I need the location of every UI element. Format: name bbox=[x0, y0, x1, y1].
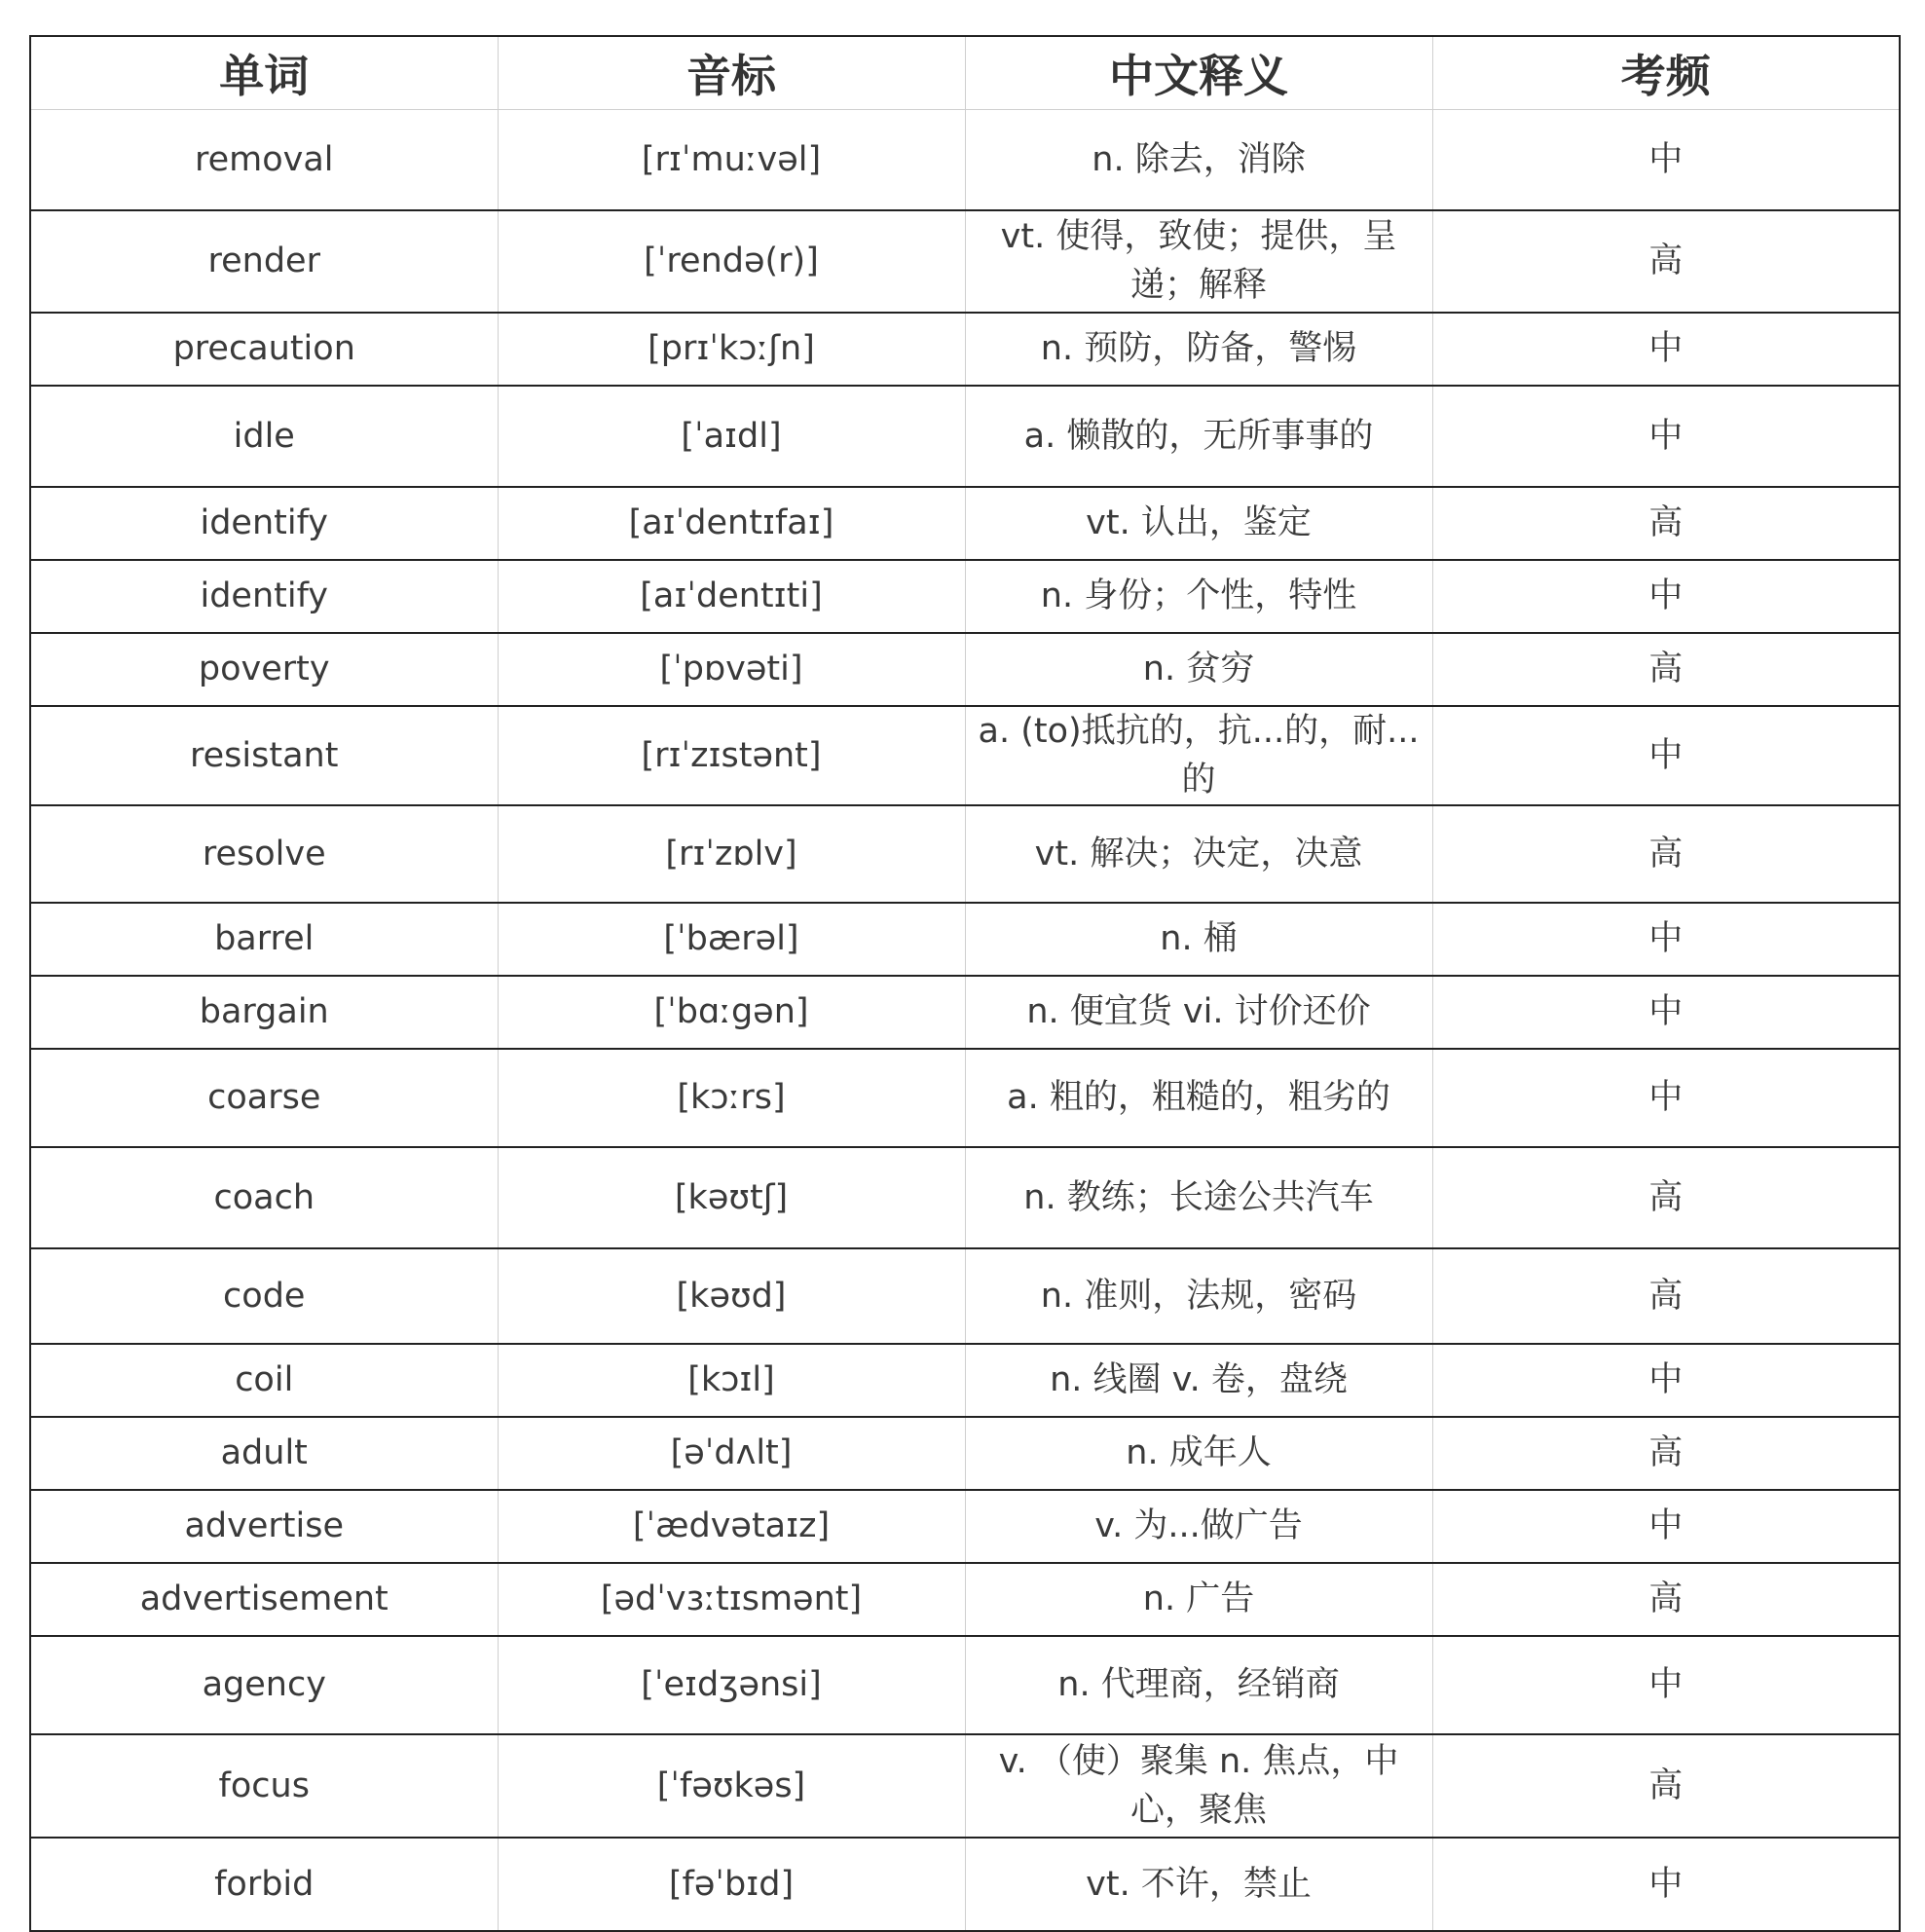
phonetic-cell: [kəʊd] bbox=[498, 1248, 965, 1344]
header-phonetic: 音标 bbox=[498, 36, 965, 110]
frequency-cell: 中 bbox=[1432, 1344, 1900, 1417]
table-row bbox=[30, 560, 1900, 633]
table-row bbox=[30, 633, 1900, 706]
frequency-cell: 高 bbox=[1432, 1734, 1900, 1838]
table-row bbox=[30, 1344, 1900, 1417]
word-cell: removal bbox=[30, 110, 498, 210]
table-row bbox=[30, 1147, 1900, 1248]
phonetic-cell: [ˈrendə(r)] bbox=[498, 210, 965, 313]
frequency-cell: 中 bbox=[1432, 903, 1900, 976]
word-cell: resolve bbox=[30, 805, 498, 903]
frequency-cell: 中 bbox=[1432, 1049, 1900, 1147]
table-row bbox=[30, 1248, 1900, 1344]
phonetic-cell: [ˈbɑːgən] bbox=[498, 976, 965, 1049]
phonetic-cell: [kɔːrs] bbox=[498, 1049, 965, 1147]
meaning-cell: a. (to)抵抗的，抗...的，耐...的 bbox=[965, 706, 1432, 805]
frequency-cell: 高 bbox=[1432, 1417, 1900, 1490]
word-cell: advertisement bbox=[30, 1563, 498, 1636]
word-cell: coach bbox=[30, 1147, 498, 1248]
frequency-cell: 高 bbox=[1432, 1563, 1900, 1636]
meaning-cell: vt. 使得，致使；提供，呈递；解释 bbox=[965, 210, 1432, 313]
word-cell: focus bbox=[30, 1734, 498, 1838]
phonetic-cell: [prɪˈkɔːʃn] bbox=[498, 313, 965, 386]
meaning-cell: vt. 不许，禁止 bbox=[965, 1838, 1432, 1931]
phonetic-cell: [ədˈvɜːtɪsmənt] bbox=[498, 1563, 965, 1636]
meaning-cell: n. 教练；长途公共汽车 bbox=[965, 1147, 1432, 1248]
table-row bbox=[30, 210, 1900, 313]
meaning-cell: n. 线圈 v. 卷，盘绕 bbox=[965, 1344, 1432, 1417]
meaning-cell: n. 便宜货 vi. 讨价还价 bbox=[965, 976, 1432, 1049]
frequency-cell: 高 bbox=[1432, 805, 1900, 903]
phonetic-cell: [əˈdʌlt] bbox=[498, 1417, 965, 1490]
frequency-cell: 中 bbox=[1432, 110, 1900, 210]
meaning-cell: v. 为...做广告 bbox=[965, 1490, 1432, 1563]
vocabulary-table bbox=[29, 35, 1901, 1932]
meaning-cell: n. 贫穷 bbox=[965, 633, 1432, 706]
phonetic-cell: [rɪˈzɒlv] bbox=[498, 805, 965, 903]
frequency-cell: 中 bbox=[1432, 1838, 1900, 1931]
phonetic-cell: [aɪˈdentɪti] bbox=[498, 560, 965, 633]
table-row bbox=[30, 1563, 1900, 1636]
word-cell: poverty bbox=[30, 633, 498, 706]
meaning-cell: n. 广告 bbox=[965, 1563, 1432, 1636]
word-cell: adult bbox=[30, 1417, 498, 1490]
frequency-cell: 高 bbox=[1432, 210, 1900, 313]
frequency-cell: 高 bbox=[1432, 487, 1900, 560]
phonetic-cell: [kəʊtʃ] bbox=[498, 1147, 965, 1248]
meaning-cell: v. （使）聚集 n. 焦点，中心，聚焦 bbox=[965, 1734, 1432, 1838]
table-row bbox=[30, 903, 1900, 976]
table-row bbox=[30, 386, 1900, 487]
word-cell: advertise bbox=[30, 1490, 498, 1563]
meaning-cell: n. 成年人 bbox=[965, 1417, 1432, 1490]
frequency-cell: 中 bbox=[1432, 1636, 1900, 1734]
table-row bbox=[30, 1049, 1900, 1147]
table-row bbox=[30, 805, 1900, 903]
table-row bbox=[30, 706, 1900, 805]
table-row bbox=[30, 487, 1900, 560]
table-row bbox=[30, 110, 1900, 210]
meaning-cell: n. 代理商，经销商 bbox=[965, 1636, 1432, 1734]
header-meaning: 中文释义 bbox=[965, 36, 1432, 110]
frequency-cell: 高 bbox=[1432, 1147, 1900, 1248]
meaning-cell: vt. 认出，鉴定 bbox=[965, 487, 1432, 560]
table-row bbox=[30, 1734, 1900, 1838]
word-cell: identify bbox=[30, 487, 498, 560]
word-cell: resistant bbox=[30, 706, 498, 805]
table-row bbox=[30, 313, 1900, 386]
word-cell: coil bbox=[30, 1344, 498, 1417]
meaning-cell: vt. 解决；决定，决意 bbox=[965, 805, 1432, 903]
frequency-cell: 中 bbox=[1432, 706, 1900, 805]
word-cell: precaution bbox=[30, 313, 498, 386]
phonetic-cell: [fəˈbɪd] bbox=[498, 1838, 965, 1931]
table-header-row bbox=[30, 36, 1900, 110]
word-cell: idle bbox=[30, 386, 498, 487]
phonetic-cell: [ˈaɪdl] bbox=[498, 386, 965, 487]
meaning-cell: n. 准则，法规，密码 bbox=[965, 1248, 1432, 1344]
meaning-cell: n. 桶 bbox=[965, 903, 1432, 976]
word-cell: barrel bbox=[30, 903, 498, 976]
frequency-cell: 中 bbox=[1432, 1490, 1900, 1563]
table-row bbox=[30, 1838, 1900, 1931]
header-frequency: 考频 bbox=[1432, 36, 1900, 110]
table-row bbox=[30, 1417, 1900, 1490]
phonetic-cell: [ˈfəʊkəs] bbox=[498, 1734, 965, 1838]
phonetic-cell: [ˈpɒvəti] bbox=[498, 633, 965, 706]
meaning-cell: a. 粗的，粗糙的，粗劣的 bbox=[965, 1049, 1432, 1147]
frequency-cell: 中 bbox=[1432, 386, 1900, 487]
phonetic-cell: [ˈbærəl] bbox=[498, 903, 965, 976]
phonetic-cell: [kɔɪl] bbox=[498, 1344, 965, 1417]
table-row bbox=[30, 976, 1900, 1049]
phonetic-cell: [ˈeɪdʒənsi] bbox=[498, 1636, 965, 1734]
word-cell: forbid bbox=[30, 1838, 498, 1931]
header-word: 单词 bbox=[30, 36, 498, 110]
phonetic-cell: [ˈædvətaɪz] bbox=[498, 1490, 965, 1563]
phonetic-cell: [rɪˈzɪstənt] bbox=[498, 706, 965, 805]
word-cell: code bbox=[30, 1248, 498, 1344]
table-row bbox=[30, 1490, 1900, 1563]
meaning-cell: a. 懒散的，无所事事的 bbox=[965, 386, 1432, 487]
meaning-cell: n. 预防，防备，警惕 bbox=[965, 313, 1432, 386]
meaning-cell: n. 身份；个性，特性 bbox=[965, 560, 1432, 633]
word-cell: bargain bbox=[30, 976, 498, 1049]
frequency-cell: 中 bbox=[1432, 560, 1900, 633]
word-cell: identify bbox=[30, 560, 498, 633]
vocabulary-sheet bbox=[29, 35, 1901, 1932]
frequency-cell: 高 bbox=[1432, 633, 1900, 706]
phonetic-cell: [rɪˈmuːvəl] bbox=[498, 110, 965, 210]
frequency-cell: 中 bbox=[1432, 313, 1900, 386]
phonetic-cell: [aɪˈdentɪfaɪ] bbox=[498, 487, 965, 560]
frequency-cell: 中 bbox=[1432, 976, 1900, 1049]
word-cell: coarse bbox=[30, 1049, 498, 1147]
word-cell: agency bbox=[30, 1636, 498, 1734]
word-cell: render bbox=[30, 210, 498, 313]
frequency-cell: 高 bbox=[1432, 1248, 1900, 1344]
table-row bbox=[30, 1636, 1900, 1734]
meaning-cell: n. 除去，消除 bbox=[965, 110, 1432, 210]
